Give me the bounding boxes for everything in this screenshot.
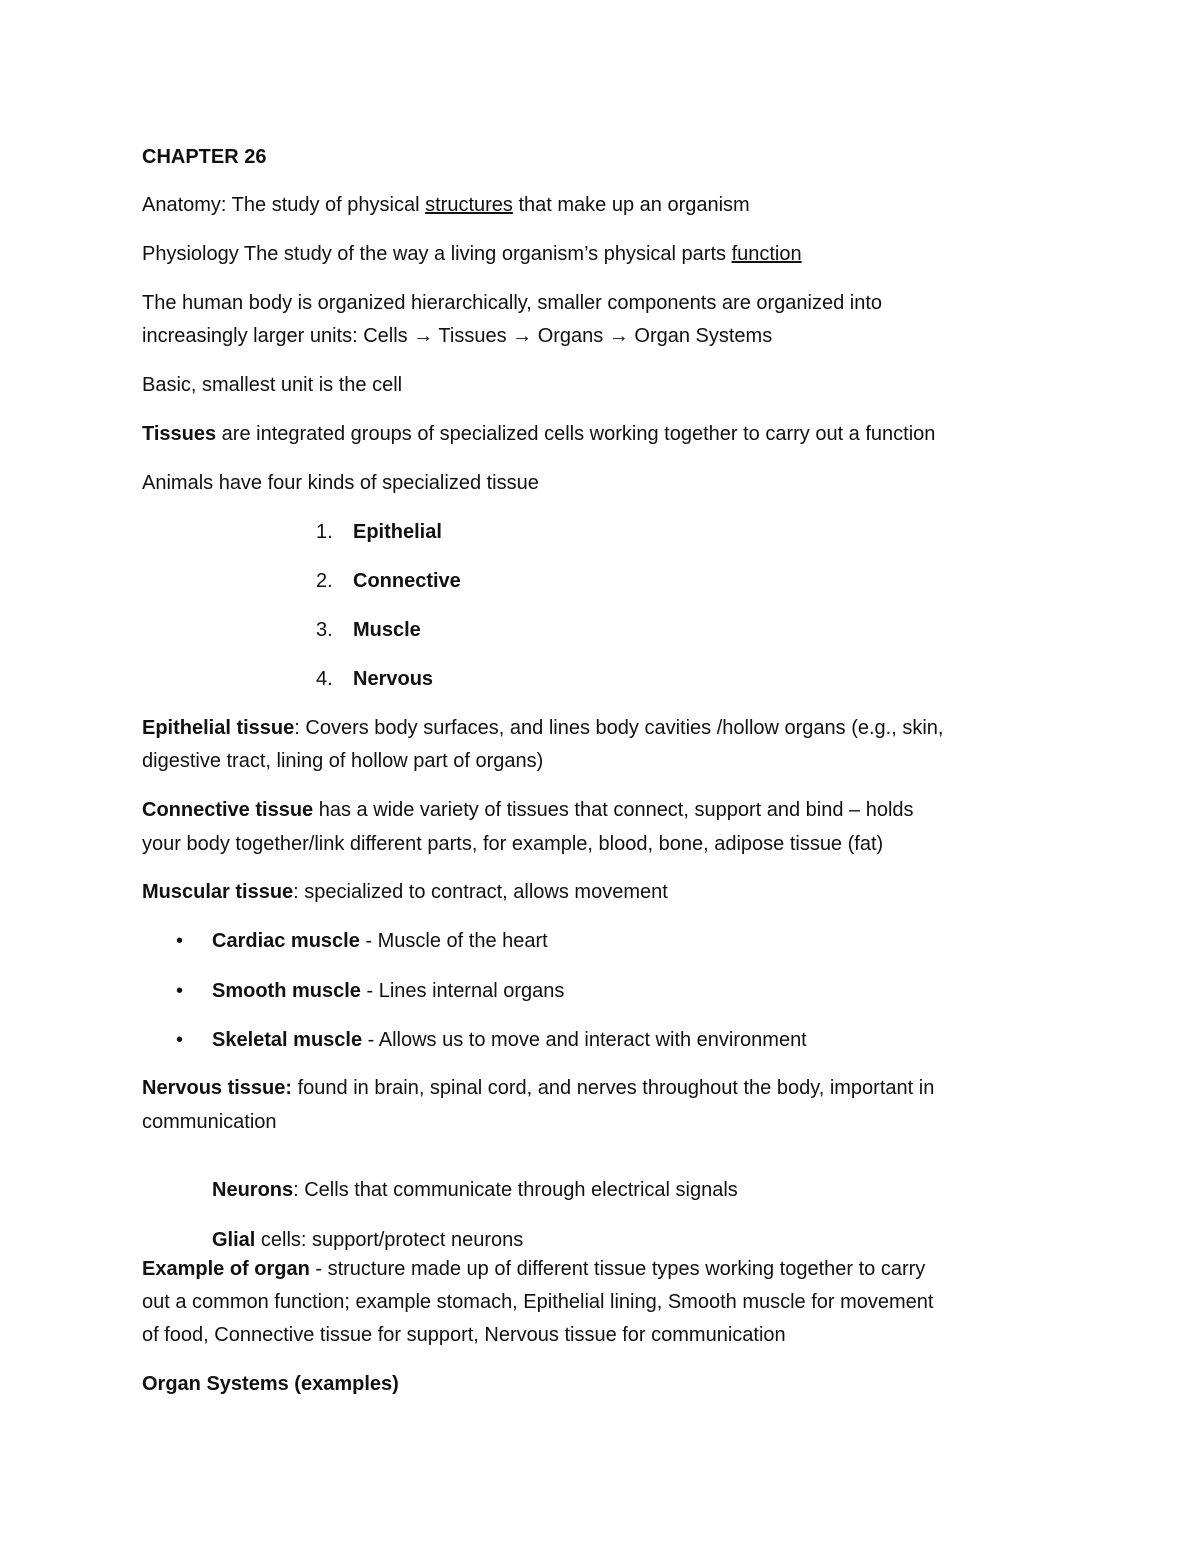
list-number: 3. <box>316 619 333 641</box>
hierarchy-line-2: increasingly larger units: Cells → Tissues → Organs → Organ Systems <box>142 325 773 347</box>
list-item-muscle: Muscle <box>353 619 421 641</box>
muscular-definition <box>142 882 668 902</box>
organ-systems-heading: Organ Systems (examples) <box>142 1373 399 1395</box>
hierarchy-line-1: The human body is organized hierarchically, smaller components are organized into <box>142 292 883 314</box>
anatomy-underlined-term: structures <box>425 194 513 216</box>
smooth-term: Smooth muscle <box>212 980 361 1002</box>
neurons-rest: : Cells that communicate through electrical signals <box>293 1179 738 1201</box>
neurons-definition <box>212 1180 738 1200</box>
basic-unit-text: Basic, smallest unit is the cell <box>142 374 403 396</box>
skeletal-desc: - Allows us to move and interact with environment <box>362 1029 807 1051</box>
epithelial-rest: : Covers body surfaces, and lines body cavities /hollow organs (e.g., skin, <box>294 717 944 739</box>
four-kinds-text: Animals have four kinds of specialized tissue <box>142 472 539 494</box>
list-item-smooth <box>212 981 564 1001</box>
tissues-term: Tissues <box>142 423 217 445</box>
glial-rest: cells: support/protect neurons <box>255 1229 524 1251</box>
organ-example-line-3: of food, Connective tissue for support, Nervous tissue for communication <box>142 1324 786 1346</box>
smooth-desc: - Lines internal organs <box>360 980 565 1002</box>
organ-example-line-1 <box>142 1259 925 1279</box>
muscular-term: Muscular tissue <box>142 881 294 903</box>
list-number: 4. <box>316 668 333 690</box>
bullet-icon: • <box>176 980 184 1002</box>
glial-term: Glial <box>212 1229 256 1251</box>
cardiac-term: Cardiac muscle <box>212 930 360 952</box>
nervous-line-1 <box>142 1078 934 1098</box>
nervous-rest: found in brain, spinal cord, and nerves throughout the body, important in <box>292 1077 935 1099</box>
neurons-term: Neurons <box>212 1179 294 1201</box>
chapter-title: CHAPTER 26 <box>142 146 267 168</box>
list-number: 1. <box>316 521 333 543</box>
bullet-icon: • <box>176 930 184 952</box>
connective-rest: has a wide variety of tissues that connect, support and bind – holds <box>313 799 914 821</box>
anatomy-definition <box>142 195 750 215</box>
list-item-epithelial: Epithelial <box>353 521 442 543</box>
list-item-nervous: Nervous <box>353 668 434 690</box>
glial-definition <box>212 1230 523 1250</box>
list-number: 2. <box>316 570 333 592</box>
skeletal-term: Skeletal muscle <box>212 1029 363 1051</box>
organ-example-line-2: out a common function; example stomach, Epithelial lining, Smooth muscle for movement <box>142 1291 934 1313</box>
cardiac-desc: - Muscle of the heart <box>359 930 548 952</box>
nervous-line-2: communication <box>142 1111 277 1133</box>
organ-example-term: Example of organ <box>142 1258 310 1280</box>
physiology-definition <box>142 244 802 264</box>
connective-line-1 <box>142 800 914 820</box>
nervous-term: Nervous tissue: <box>142 1077 293 1099</box>
tissues-rest: are integrated groups of specialized cells working together to carry out a function <box>216 423 936 445</box>
anatomy-text-pre: Anatomy: The study of physical <box>142 194 426 216</box>
epithelial-line-1 <box>142 718 943 738</box>
muscular-rest: : specialized to contract, allows movement <box>293 881 668 903</box>
list-item-skeletal <box>212 1030 807 1050</box>
list-item-connective: Connective <box>353 570 461 592</box>
tissues-definition <box>142 424 935 444</box>
connective-line-2: your body together/link different parts, for example, blood, bone, adipose tissue (fat) <box>142 833 884 855</box>
physiology-text-pre: Physiology The study of the way a living organism’s physical parts <box>142 243 732 265</box>
connective-term: Connective tissue <box>142 799 314 821</box>
anatomy-text-post: that make up an organism <box>512 194 750 216</box>
list-item-cardiac <box>212 931 548 951</box>
bullet-icon: • <box>176 1029 184 1051</box>
epithelial-term: Epithelial tissue <box>142 717 295 739</box>
organ-example-rest: - structure made up of different tissue types working together to carry <box>309 1258 926 1280</box>
physiology-underlined-term: function <box>731 243 802 265</box>
epithelial-line-2: digestive tract, lining of hollow part of organs) <box>142 750 544 772</box>
